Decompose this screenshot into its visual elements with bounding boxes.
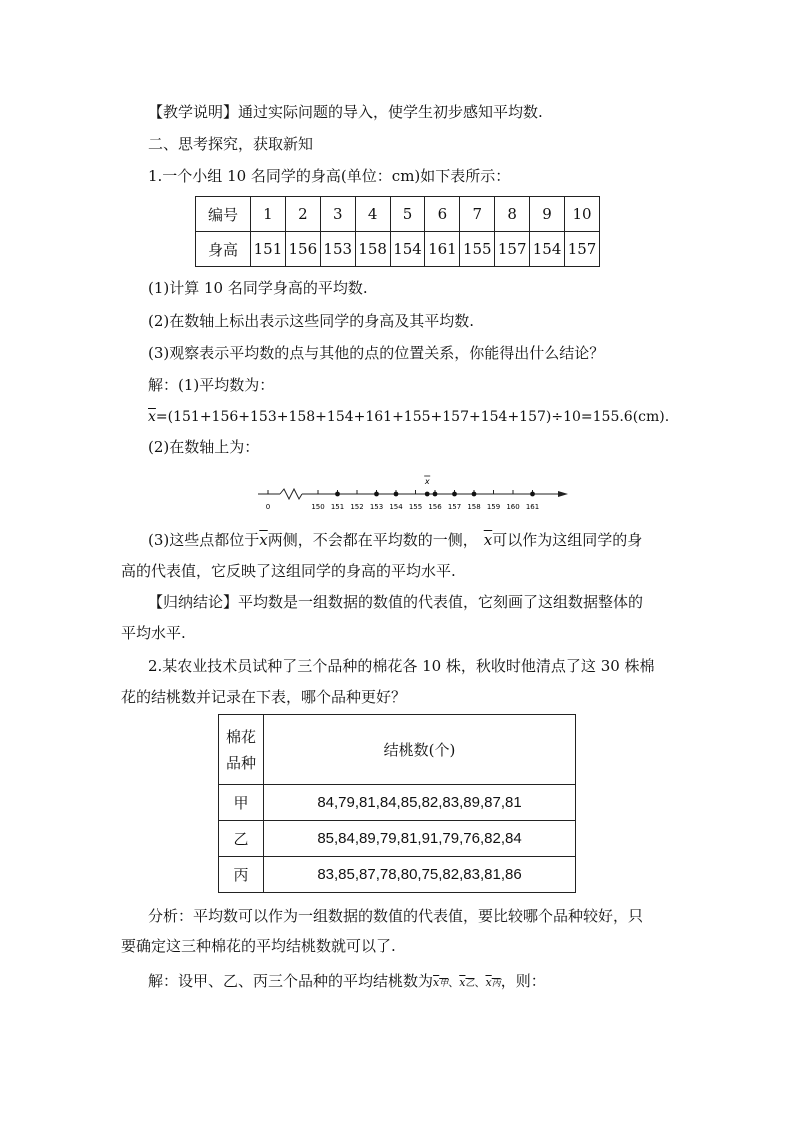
- variety-values: 85,84,89,79,81,91,79,76,82,84: [264, 821, 576, 857]
- table-cell: 10: [565, 197, 600, 232]
- table-cell: 154: [390, 232, 425, 267]
- axis-arrow: [558, 491, 568, 497]
- variety-values: 84,79,81,84,85,82,83,89,87,81: [264, 785, 576, 821]
- x-bar-jia: [433, 976, 448, 989]
- table-cell: 153: [320, 232, 355, 267]
- data-point: [374, 492, 379, 497]
- table-cell: 1: [251, 197, 286, 232]
- axis-break: [280, 489, 302, 499]
- subscript: 丙: [491, 979, 501, 989]
- table-cell: 6: [425, 197, 460, 232]
- x-bar-symbol: $\overline{x}$: [148, 409, 156, 425]
- separator: 、: [474, 976, 486, 989]
- data-point: [335, 492, 340, 497]
- text-run: (3)这些点都位于: [148, 531, 260, 549]
- question-2-line-1: 2.某农业技术员试种了三个品种的棉花各 10 株，秋收时他清点了这 30 株棉: [148, 657, 655, 675]
- table-cell: 161: [425, 232, 460, 267]
- head-line: 品种: [225, 753, 256, 772]
- tick-label: 151: [330, 503, 345, 511]
- conclusion-line-1: 【归纳结论】平均数是一组数据的数值的代表值，它刻画了这组数据整体的: [148, 593, 644, 611]
- subscript: 甲: [439, 979, 449, 989]
- tick-label: 155: [408, 503, 423, 511]
- section-heading: 二、思考探究，获取新知: [148, 135, 314, 153]
- height-table-row-label: 身高: [196, 232, 251, 267]
- table-cell: 155: [460, 232, 495, 267]
- text-run: 解：设甲、乙、丙三个品种的平均结桃数为: [148, 972, 434, 990]
- variety-name: 丙: [219, 857, 264, 893]
- tick-label: 153: [369, 503, 384, 511]
- x-symbol: x: [459, 976, 466, 989]
- solution-last: [148, 971, 546, 994]
- data-point: [472, 492, 477, 497]
- x-symbol: x: [485, 976, 492, 989]
- table-cell: 5: [390, 197, 425, 232]
- table-cell: 157: [495, 232, 530, 267]
- table-cell: 9: [530, 197, 565, 232]
- table-cell: 157: [565, 232, 600, 267]
- tick-label: 159: [486, 503, 501, 511]
- question-1-part-1: (1)计算 10 名同学身高的平均数.: [148, 279, 368, 297]
- table-cell: 3: [320, 197, 355, 232]
- table-cell: 7: [460, 197, 495, 232]
- tick-label: 152: [350, 503, 364, 511]
- data-point: [433, 492, 438, 497]
- formula-text: =(151+156+153+158+154+161+155+157+154+157)÷10=155.6(cm).: [155, 409, 670, 425]
- data-point: [394, 492, 399, 497]
- tick-label-zero: 0: [265, 503, 271, 511]
- x-bar-bing: [485, 976, 500, 989]
- analysis-line-1: 分析：平均数可以作为一组数据的数值的代表值，要比较哪个品种较好，只: [148, 907, 644, 925]
- tick-label: 157: [447, 503, 462, 511]
- separator: 、: [448, 976, 460, 989]
- question-1-part-3: (3)观察表示平均数的点与其他的点的位置关系，你能得出什么结论？: [148, 344, 605, 362]
- table-cell: 154: [530, 232, 565, 267]
- teaching-note: 【教学说明】通过实际问题的导入，使学生初步感知平均数.: [148, 103, 543, 121]
- x-bar-symbol: $\overline{x}$: [259, 531, 268, 549]
- data-point: [530, 492, 535, 497]
- mean-label: x: [424, 477, 430, 486]
- data-point: [452, 492, 457, 497]
- text-run: 两侧，不会都在平均数的一侧，: [267, 531, 478, 549]
- tick-label: 158: [467, 503, 481, 511]
- question-1-part-2: (2)在数轴上标出表示这些同学的身高及其平均数.: [148, 312, 475, 330]
- table-cell: 8: [495, 197, 530, 232]
- tick-label: 156: [428, 503, 442, 511]
- text-run: ，则：: [500, 972, 546, 990]
- cotton-table-head-variety: [219, 715, 264, 785]
- table-cell: 4: [355, 197, 390, 232]
- mean-formula: [148, 407, 669, 427]
- variety-name: 乙: [219, 821, 264, 857]
- question-1: 1.一个小组 10 名同学的身高(单位：cm)如下表所示：: [148, 167, 511, 185]
- solution-1: 解：(1)平均数为：: [148, 376, 275, 394]
- height-table-header: 编号: [196, 197, 251, 232]
- x-bar-symbol: $\overline{x}$: [483, 531, 493, 549]
- cotton-table-head-count: 结桃数(个): [264, 715, 576, 785]
- solution-3-line-1: [148, 530, 642, 550]
- cotton-table: [218, 714, 576, 893]
- table-cell: 158: [355, 232, 390, 267]
- conclusion-line-2: 平均水平.: [121, 624, 186, 642]
- tick-label: 161: [525, 503, 540, 511]
- mean-point: [425, 492, 430, 497]
- table-cell: 151: [251, 232, 286, 267]
- variety-values: 83,85,87,78,80,75,82,83,81,86: [264, 857, 576, 893]
- number-line: [252, 472, 582, 518]
- head-line: 棉花: [225, 727, 256, 746]
- height-table: [195, 196, 600, 267]
- x-bar-yi: [459, 976, 474, 989]
- table-cell: 2: [285, 197, 320, 232]
- solution-2: (2)在数轴上为：: [148, 438, 260, 456]
- question-2-line-2: 花的结桃数并记录在下表，哪个品种更好？: [121, 688, 407, 706]
- tick-label: 154: [389, 503, 403, 511]
- variety-name: 甲: [219, 785, 264, 821]
- x-symbol: x: [433, 976, 440, 989]
- tick-label: 150: [311, 503, 325, 511]
- tick-label: 160: [506, 503, 520, 511]
- subscript: 乙: [465, 979, 475, 989]
- analysis-line-2: 要确定这三种棉花的平均结桃数就可以了.: [121, 937, 396, 955]
- table-cell: 156: [285, 232, 320, 267]
- solution-3-line-2: 高的代表值，它反映了这组同学的身高的平均水平.: [121, 562, 456, 580]
- text-run: 可以作为这组同学的身: [492, 531, 643, 549]
